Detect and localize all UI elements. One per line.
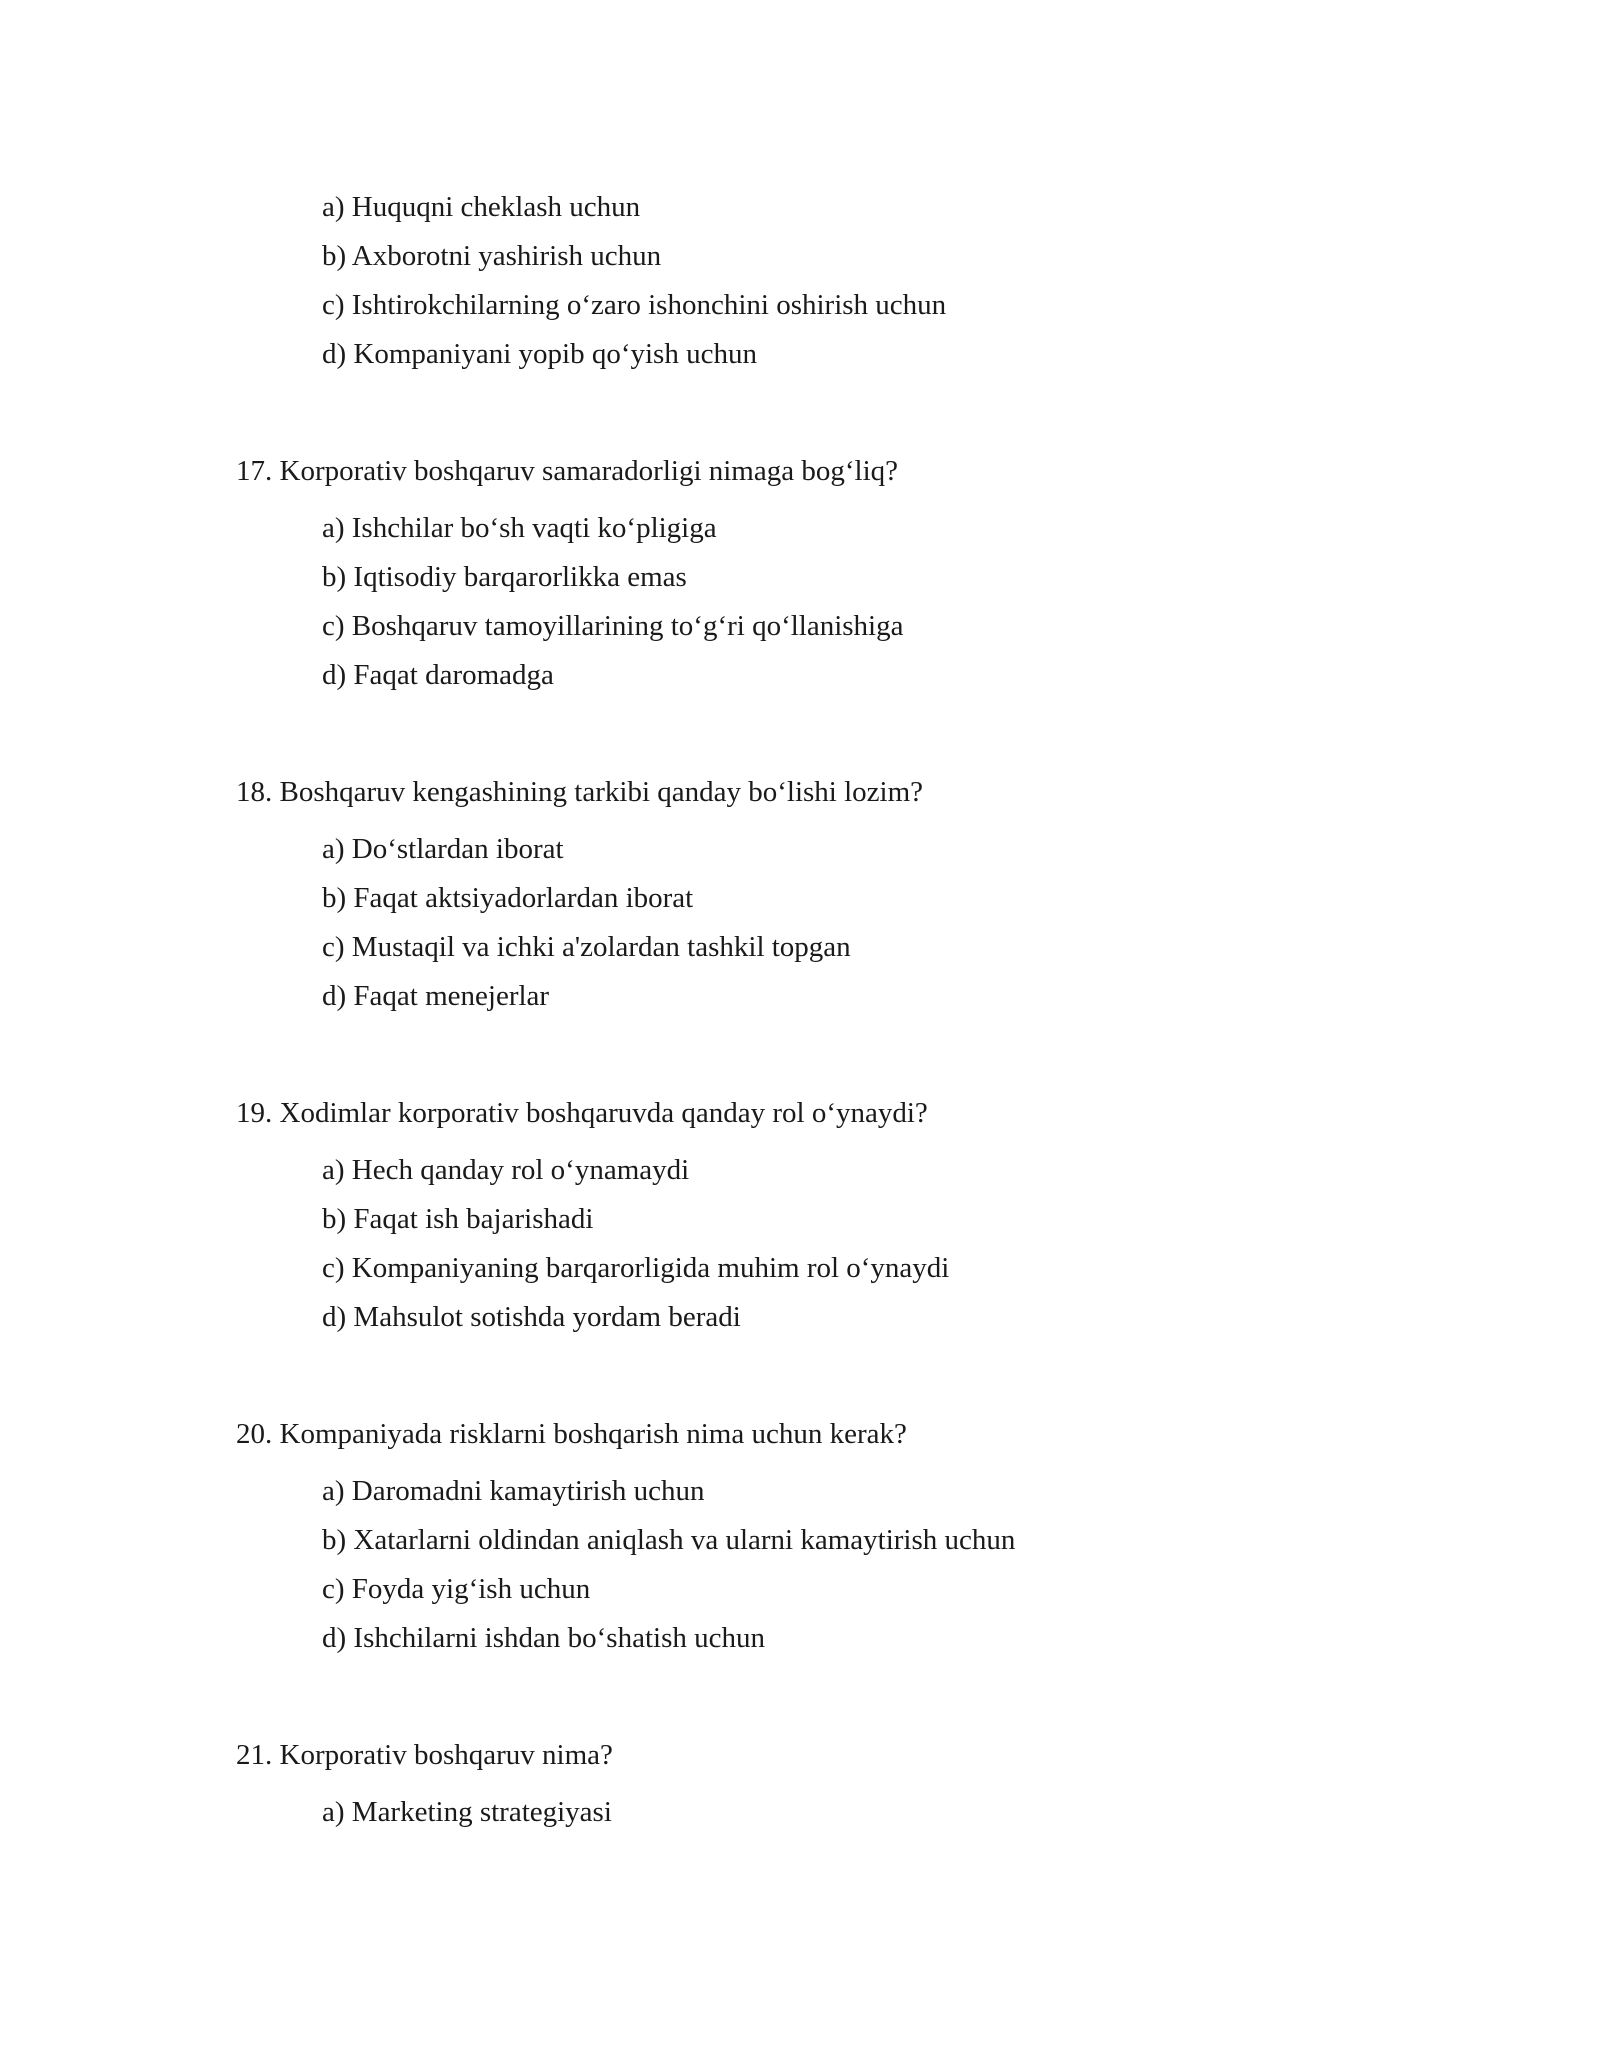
option-a: a) Marketing strategiyasi [322, 1796, 612, 1828]
question-20: 20. Kompaniyada risklarni boshqarish nima uchun kerak? [236, 1418, 907, 1450]
option-c: c) Mustaqil va ichki a'zolardan tashkil topgan [322, 931, 851, 963]
option-b: b) Iqtisodiy barqarorlikka emas [322, 561, 687, 593]
option-a: a) Hech qanday rol o‘ynamaydi [322, 1154, 690, 1186]
option-a: a) Huquqni cheklash uchun [322, 191, 641, 223]
option-d: d) Kompaniyani yopib qo‘yish uchun [322, 338, 757, 370]
question-21: 21. Korporativ boshqaruv nima? [236, 1739, 613, 1771]
option-a: a) Daromadni kamaytirish uchun [322, 1475, 705, 1507]
option-c: c) Kompaniyaning barqarorligida muhim rol o‘ynaydi [322, 1252, 950, 1284]
option-d: d) Ishchilarni ishdan bo‘shatish uchun [322, 1622, 765, 1654]
question-18: 18. Boshqaruv kengashining tarkibi qanday bo‘lishi lozim? [236, 776, 924, 808]
option-b: b) Faqat ish bajarishadi [322, 1203, 594, 1235]
option-d: d) Faqat daromadga [322, 659, 554, 691]
option-d: d) Mahsulot sotishda yordam beradi [322, 1301, 741, 1333]
option-b: b) Xatarlarni oldindan aniqlash va ularni kamaytirish uchun [322, 1524, 1016, 1556]
option-a: a) Do‘stlardan iborat [322, 833, 564, 865]
option-c: c) Foyda yig‘ish uchun [322, 1573, 591, 1605]
question-19: 19. Xodimlar korporativ boshqaruvda qanday rol o‘ynaydi? [236, 1097, 928, 1129]
option-c: c) Ishtirokchilarning o‘zaro ishonchini oshirish uchun [322, 289, 947, 321]
option-c: c) Boshqaruv tamoyillarining to‘g‘ri qo‘llanishiga [322, 610, 904, 642]
option-b: b) Faqat aktsiyadorlardan iborat [322, 882, 694, 914]
option-d: d) Faqat menejerlar [322, 980, 550, 1012]
option-a: a) Ishchilar bo‘sh vaqti ko‘pligiga [322, 512, 717, 544]
option-b: b) Axborotni yashirish uchun [322, 240, 662, 272]
question-17: 17. Korporativ boshqaruv samaradorligi nimaga bog‘liq? [236, 455, 899, 487]
